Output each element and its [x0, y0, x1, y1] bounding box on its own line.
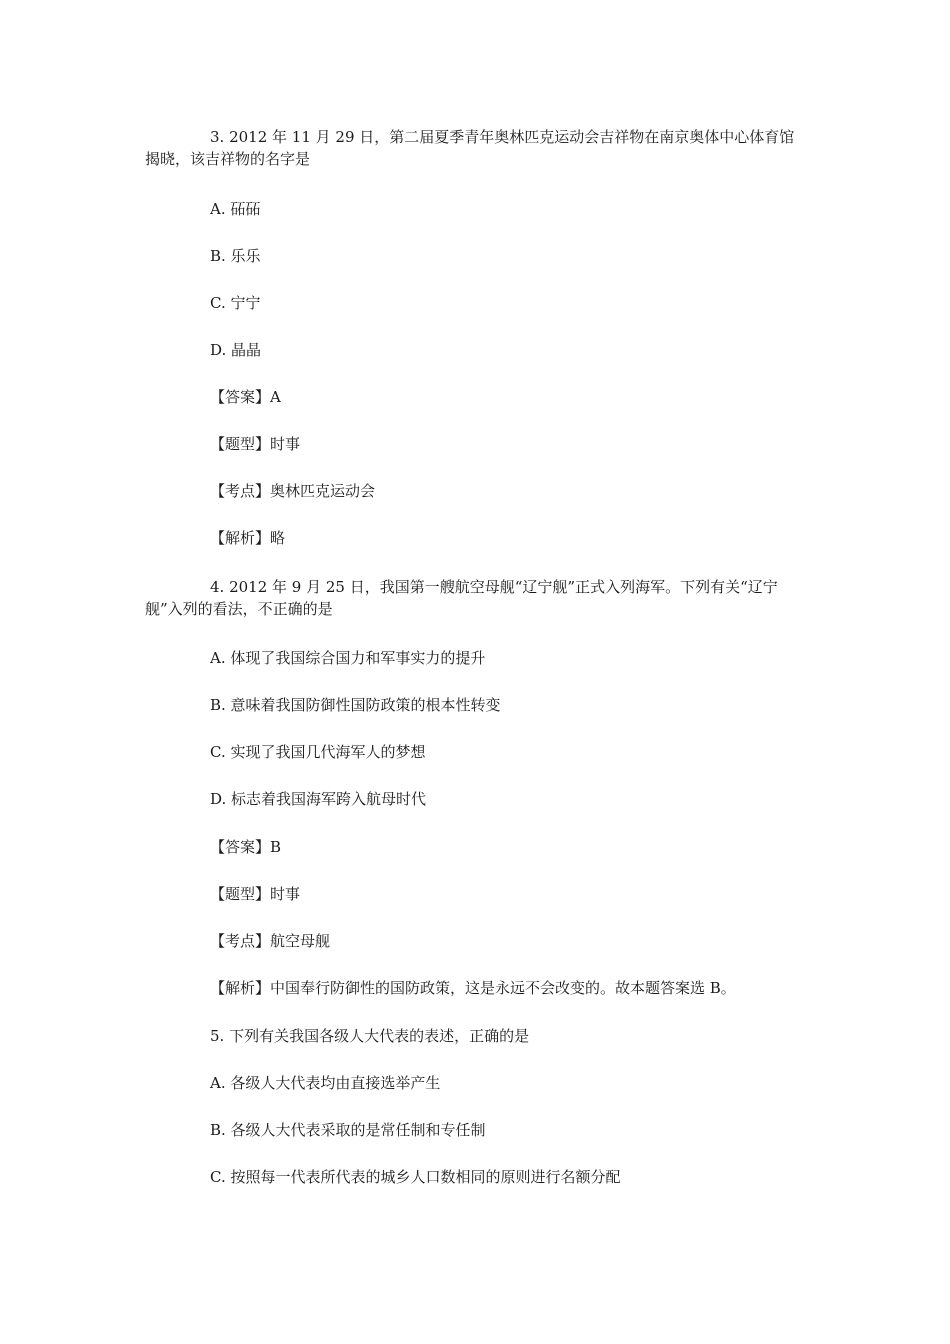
question-3-type: 【题型】时事 [210, 435, 301, 453]
question-3-option-d: D. 晶晶 [210, 341, 262, 359]
question-3-answer: 【答案】A [210, 388, 281, 406]
question-5-stem: 5. 下列有关我国各级人大代表的表述，正确的是 [210, 1027, 530, 1045]
question-5-option-c: C. 按照每一代表所代表的城乡人口数相同的原则进行名额分配 [210, 1168, 621, 1186]
question-3-point: 【考点】奥林匹克运动会 [210, 482, 376, 500]
question-3-option-a: A. 砳砳 [210, 200, 261, 218]
question-3-option-c: C. 宁宁 [210, 294, 261, 312]
question-4-type: 【题型】时事 [210, 885, 301, 903]
question-4-option-d: D. 标志着我国海军跨入航母时代 [210, 790, 427, 808]
question-4-option-a: A. 体现了我国综合国力和军事实力的提升 [210, 649, 486, 667]
question-3-option-b: B. 乐乐 [210, 247, 261, 265]
question-4-analysis: 【解析】中国奉行防御性的国防政策，这是永远不会改变的。故本题答案选 B。 [210, 979, 736, 997]
question-5-option-a: A. 各级人大代表均由直接选举产生 [210, 1074, 441, 1092]
question-4-option-b: B. 意味着我国防御性国防政策的根本性转变 [210, 696, 501, 714]
question-5-option-b: B. 各级人大代表采取的是常任制和专任制 [210, 1121, 486, 1139]
question-4-point: 【考点】航空母舰 [210, 932, 331, 950]
question-4-option-c: C. 实现了我国几代海军人的梦想 [210, 743, 426, 761]
question-3-analysis: 【解析】略 [210, 529, 286, 547]
question-4-answer: 【答案】B [210, 838, 282, 856]
question-4-stem: 4. 2012 年 9 月 25 日，我国第一艘航空母舰“辽宁舰”正式入列海军。下列有关“辽宁舰”入列的看法，不正确的是 [145, 578, 778, 618]
question-3-stem: 3. 2012 年 11 月 29 日，第二届夏季青年奥林匹克运动会吉祥物在南京奥体中心体育馆揭晓，该吉祥物的名字是 [145, 128, 795, 168]
